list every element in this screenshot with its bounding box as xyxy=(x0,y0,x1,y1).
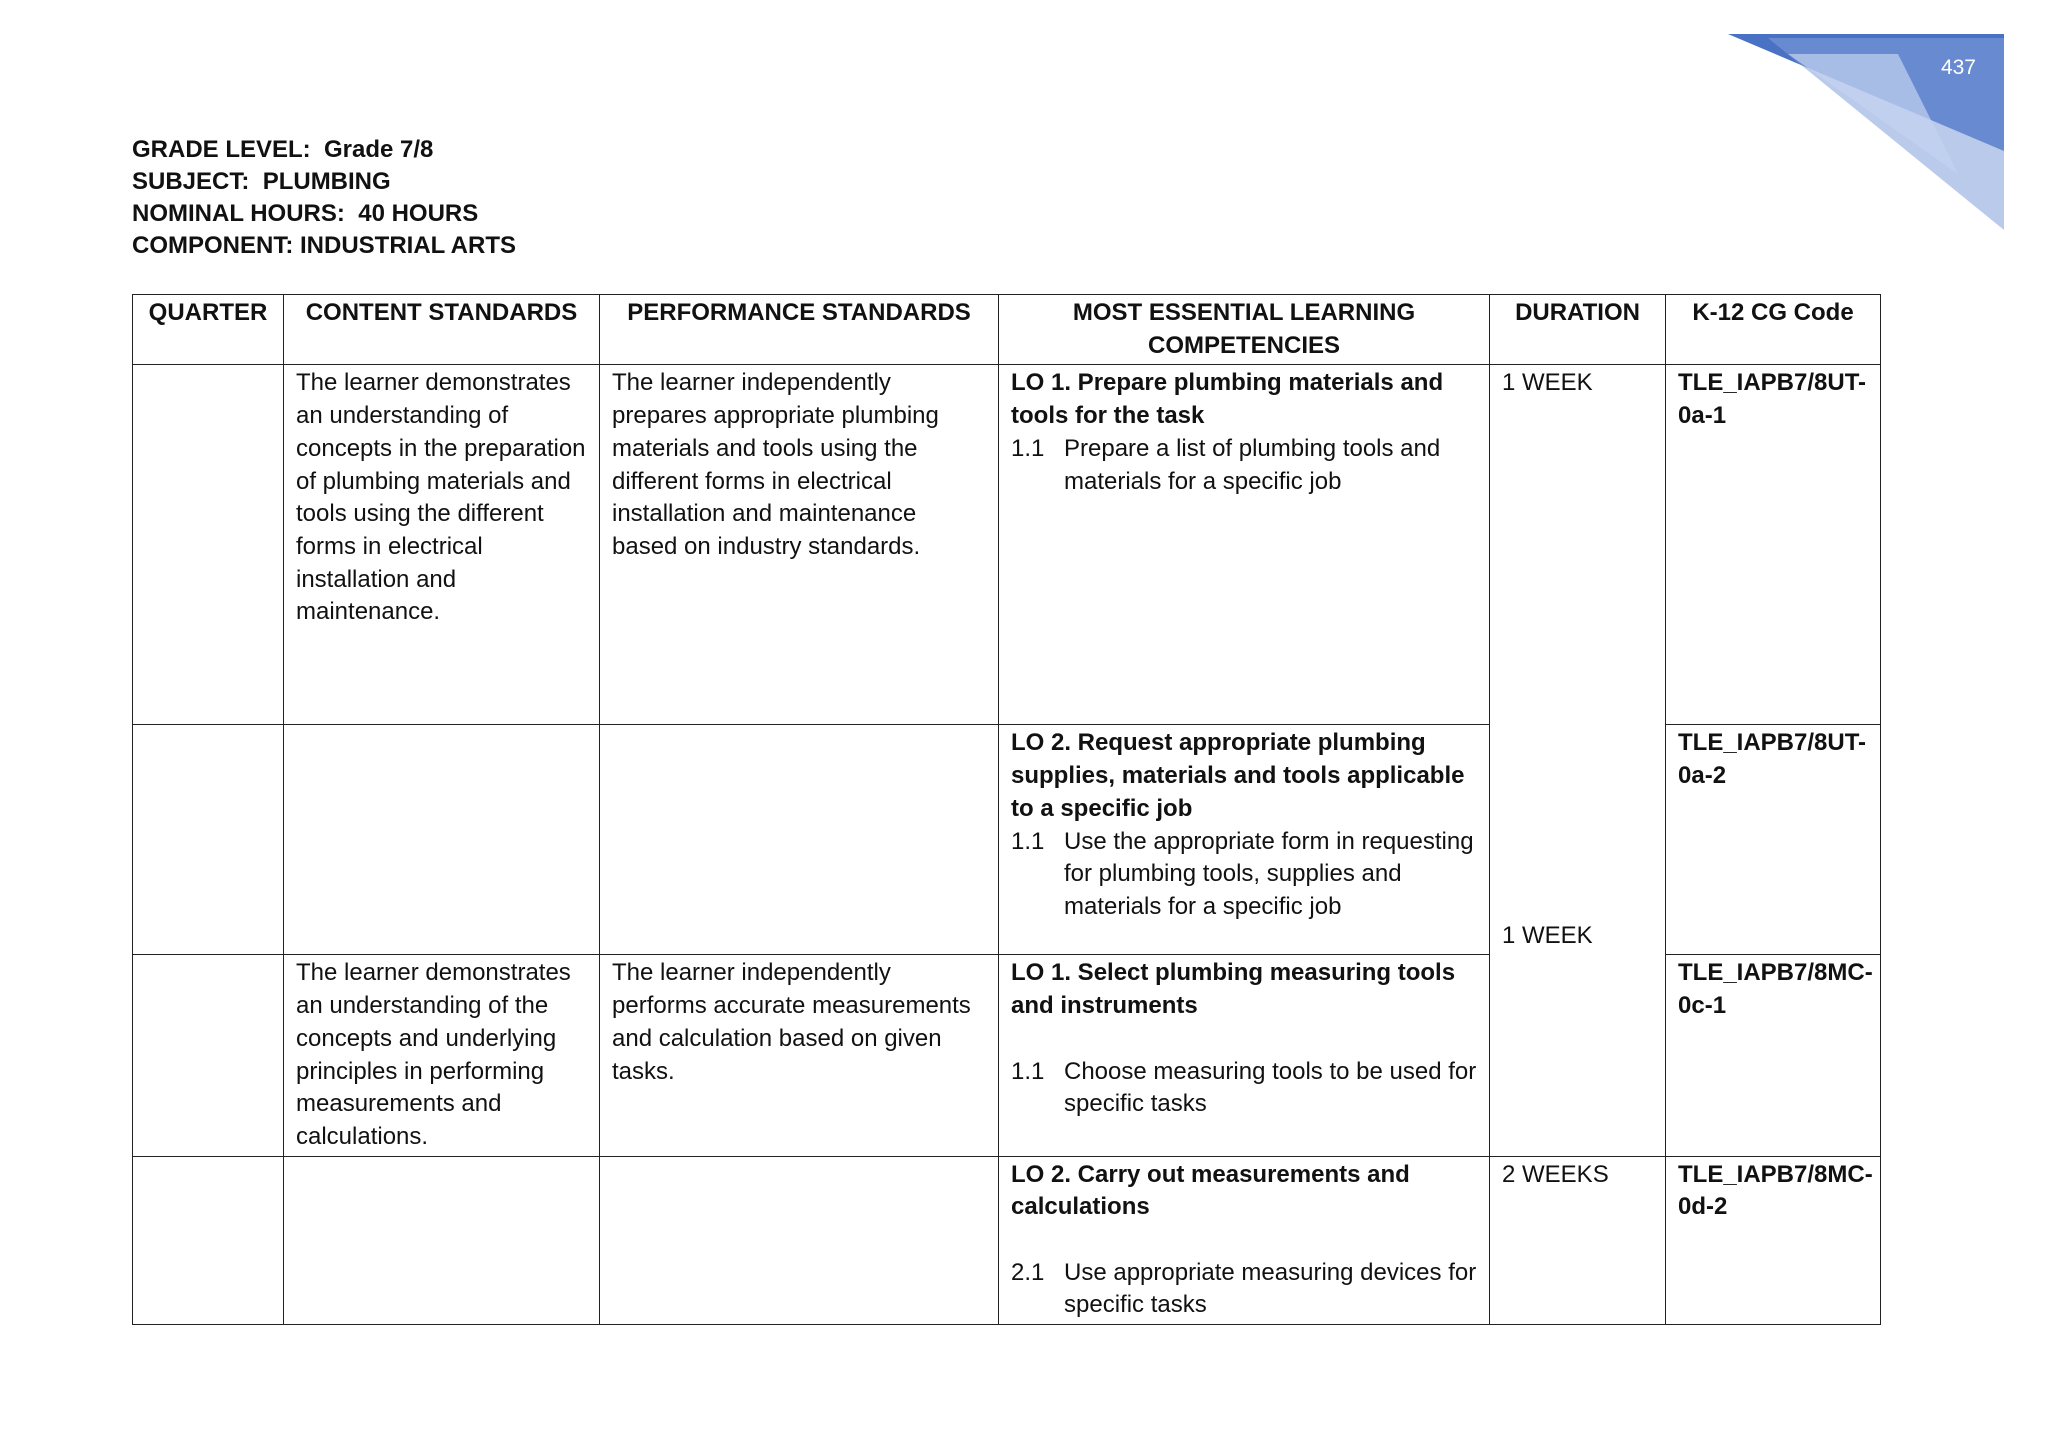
column-header-melc: MOST ESSENTIAL LEARNING COMPETENCIES xyxy=(999,295,1490,365)
duration-cell: 2 WEEKS xyxy=(1490,1156,1666,1325)
nominal-hours: NOMINAL HOURS: 40 HOURS xyxy=(132,200,479,227)
cg-code-cell: TLE_IAPB7/8MC-0c-1 xyxy=(1666,955,1881,1156)
competency-cell xyxy=(999,1156,1490,1325)
quarter-cell xyxy=(133,725,284,955)
content-standard-cell: The learner demonstrates an understanding of the concepts and underlying principles in performing measurements and calculations. xyxy=(284,955,600,1156)
learning-outcome: LO 2. Carry out measurements and calculations xyxy=(1011,1160,1410,1221)
document-header xyxy=(132,134,516,262)
competency-cell xyxy=(999,365,1490,725)
cg-code-cell: TLE_IAPB7/8UT-0a-1 xyxy=(1666,365,1881,725)
learning-outcome: LO 1. Prepare plumbing materials and tools for the task xyxy=(1011,369,1444,430)
competency-cell xyxy=(999,725,1490,955)
quarter-cell xyxy=(133,1156,284,1325)
cg-code-cell: TLE_IAPB7/8MC-0d-2 xyxy=(1666,1156,1881,1325)
competency-item xyxy=(1011,826,1477,924)
learning-outcome: LO 2. Request appropriate plumbing supplies, materials and tools applicable to a specific job xyxy=(1011,729,1465,822)
column-header-cg-code: K-12 CG Code xyxy=(1666,295,1881,365)
competency-text: Choose measuring tools to be used for specific tasks xyxy=(1064,1057,1477,1118)
table-row xyxy=(133,1156,1881,1325)
competency-text: Use appropriate measuring devices for specific tasks xyxy=(1064,1258,1477,1319)
competency-number: 2.1 xyxy=(1011,1258,1045,1286)
competency-number: 1.1 xyxy=(1011,827,1045,855)
quarter-cell xyxy=(133,955,284,1156)
column-header-content-standards: CONTENT STANDARDS xyxy=(284,295,600,365)
column-header-quarter: QUARTER xyxy=(133,295,284,365)
competency-number: 1.1 xyxy=(1011,434,1045,462)
content-standard-cell xyxy=(284,725,600,955)
spacer xyxy=(1011,1023,1477,1056)
column-header-duration: DURATION xyxy=(1490,295,1666,365)
spacer xyxy=(1011,1224,1477,1257)
duration-value: 1 WEEK xyxy=(1502,369,1593,397)
subject: SUBJECT: PLUMBING xyxy=(132,168,391,195)
competency-item xyxy=(1011,433,1477,498)
competency-item xyxy=(1011,1056,1477,1121)
competency-number: 1.1 xyxy=(1011,1057,1045,1085)
competency-text: Prepare a list of plumbing tools and materials for a specific job xyxy=(1064,434,1441,495)
learning-outcome: LO 1. Select plumbing measuring tools and instruments xyxy=(1011,959,1456,1020)
performance-standard-cell: The learner independently performs accurate measurements and calculation based on given tasks. xyxy=(600,955,999,1156)
melc-table xyxy=(132,294,1881,1325)
column-header-performance-standards: PERFORMANCE STANDARDS xyxy=(600,295,999,365)
grade-level: GRADE LEVEL: Grade 7/8 xyxy=(132,136,434,163)
component: COMPONENT: INDUSTRIAL ARTS xyxy=(132,232,516,259)
page-number: 437 xyxy=(1940,56,1976,79)
quarter-cell xyxy=(133,365,284,725)
performance-standard-cell xyxy=(600,725,999,955)
performance-standard-cell: The learner independently prepares appropriate plumbing materials and tools using the different forms in electrical installation and maintenance based on industry standards. xyxy=(600,365,999,725)
cg-code-cell: TLE_IAPB7/8UT-0a-2 xyxy=(1666,725,1881,955)
performance-standard-cell xyxy=(600,1156,999,1325)
duration-value: 1 WEEK xyxy=(1502,922,1593,950)
content-standard-cell xyxy=(284,1156,600,1325)
content-standard-cell: The learner demonstrates an understanding of concepts in the preparation of plumbing materials and tools using the different forms in electrical installation and maintenance. xyxy=(284,365,600,725)
competency-text: Use the appropriate form in requesting for plumbing tools, supplies and materials for a specific job xyxy=(1064,827,1474,920)
duration-cell xyxy=(1490,365,1666,1156)
table-header-row xyxy=(133,295,1881,365)
competency-cell xyxy=(999,955,1490,1156)
table-row xyxy=(133,365,1881,725)
competency-item xyxy=(1011,1257,1477,1322)
